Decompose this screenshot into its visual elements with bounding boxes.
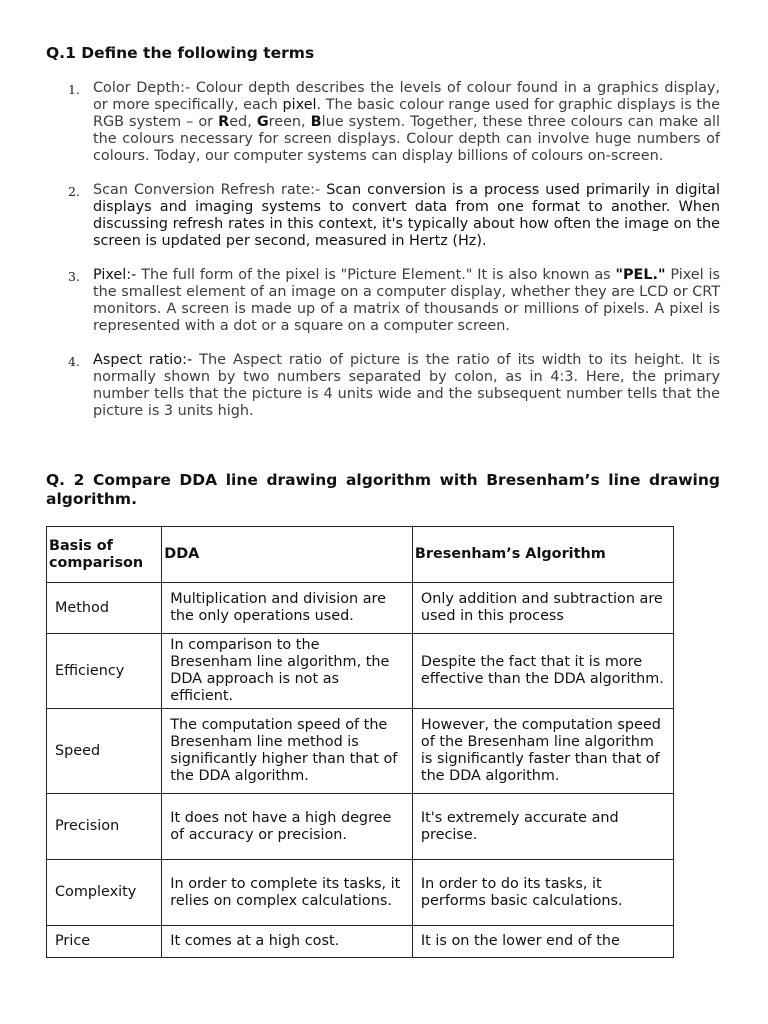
term-label: Color Depth:-	[93, 80, 191, 96]
term-label: Scan Conversion Refresh rate:-	[93, 182, 321, 198]
question-1-heading: Q.1 Define the following terms	[46, 44, 315, 62]
term-label: Aspect ratio:-	[93, 352, 193, 368]
list-number: 2.	[68, 184, 80, 199]
row-dda: It comes at a high cost.	[162, 926, 413, 958]
row-bresenham: It is on the lower end of the	[412, 926, 673, 958]
row-bresenham: Despite the fact that it is more effective than the DDA algorithm.	[412, 634, 673, 709]
term-pixel: 3. Pixel:- The full form of the pixel is "Picture Element." It is also known as "PEL." Pixel is the smallest element of an image on a computer display, whether they are LCD or CRT monitors. A screen is made up of a matrix of thousands or millions of pixels. A pixel is represented with a dot or a square on a computer screen.	[68, 267, 720, 334]
row-bresenham: It's extremely accurate and precise.	[412, 794, 673, 860]
row-basis: Complexity	[47, 860, 162, 926]
row-basis: Method	[47, 583, 162, 634]
row-dda: Multiplication and division are the only operations used.	[162, 583, 413, 634]
pel-bold: "PEL."	[615, 267, 666, 283]
term-aspect-ratio: 4. Aspect ratio:- The Aspect ratio of picture is the ratio of its width to its height. It is normally shown by two numbers separated by colon, as in 4:3. Here, the primary number tells that the picture is 4 units wide and the subsequent number tells that the picture is 3 units high.	[68, 352, 720, 419]
comparison-table	[46, 526, 674, 958]
row-dda: It does not have a high degree of accuracy or precision.	[162, 794, 413, 860]
list-number: 1.	[68, 82, 80, 97]
row-bresenham: However, the computation speed of the Bresenham line algorithm is significantly faster than that of the DDA algorithm.	[412, 709, 673, 794]
row-basis: Efficiency	[47, 634, 162, 709]
table-row	[47, 583, 674, 634]
row-bresenham: In order to do its tasks, it performs basic calculations.	[412, 860, 673, 926]
list-number: 4.	[68, 354, 80, 369]
terms-list	[46, 80, 720, 437]
header-dda: DDA	[162, 527, 413, 583]
term-label: Pixel:-	[93, 267, 137, 283]
row-dda: The computation speed of the Bresenham line method is significantly higher than that of the DDA algorithm.	[162, 709, 413, 794]
header-bresenham: Bresenham’s Algorithm	[412, 527, 673, 583]
row-dda: In order to complete its tasks, it relies on complex calculations.	[162, 860, 413, 926]
row-basis: Price	[47, 926, 162, 958]
table-header-row	[47, 527, 674, 583]
row-bresenham: Only addition and subtraction are used in this process	[412, 583, 673, 634]
table-row	[47, 709, 674, 794]
question-2-heading: Q. 2 Compare DDA line drawing algorithm with Bresenham’s line drawing algorithm.	[46, 471, 720, 508]
list-number: 3.	[68, 269, 80, 284]
row-basis: Speed	[47, 709, 162, 794]
pixel-word: pixel	[282, 97, 317, 113]
row-basis: Precision	[47, 794, 162, 860]
table-row	[47, 634, 674, 709]
table-row	[47, 926, 674, 958]
table-row	[47, 860, 674, 926]
table-row	[47, 794, 674, 860]
header-basis: Basis of comparison	[47, 527, 162, 583]
row-dda: In comparison to the Bresenham line algorithm, the DDA approach is not as efficient.	[162, 634, 413, 709]
term-color-depth: 1. Color Depth:- Colour depth describes the levels of colour found in a graphics display, or more specifically, each pixel. The basic colour range used for graphic displays is the RGB system – or Red, Green, Blue system. Together, these three colours can make all the colours necessary for screen displays. Colour depth can involve huge numbers of colours. Today, our computer systems can display billions of colours on-screen.	[68, 80, 721, 164]
term-scan-conversion: 2. Scan Conversion Refresh rate:- Scan conversion is a process used primarily in digital displays and imaging systems to convert data from one format to another. When discussing refresh rates in this context, it's typically about how often the image on the screen is updated per second, measured in Hertz (Hz).	[68, 182, 720, 249]
